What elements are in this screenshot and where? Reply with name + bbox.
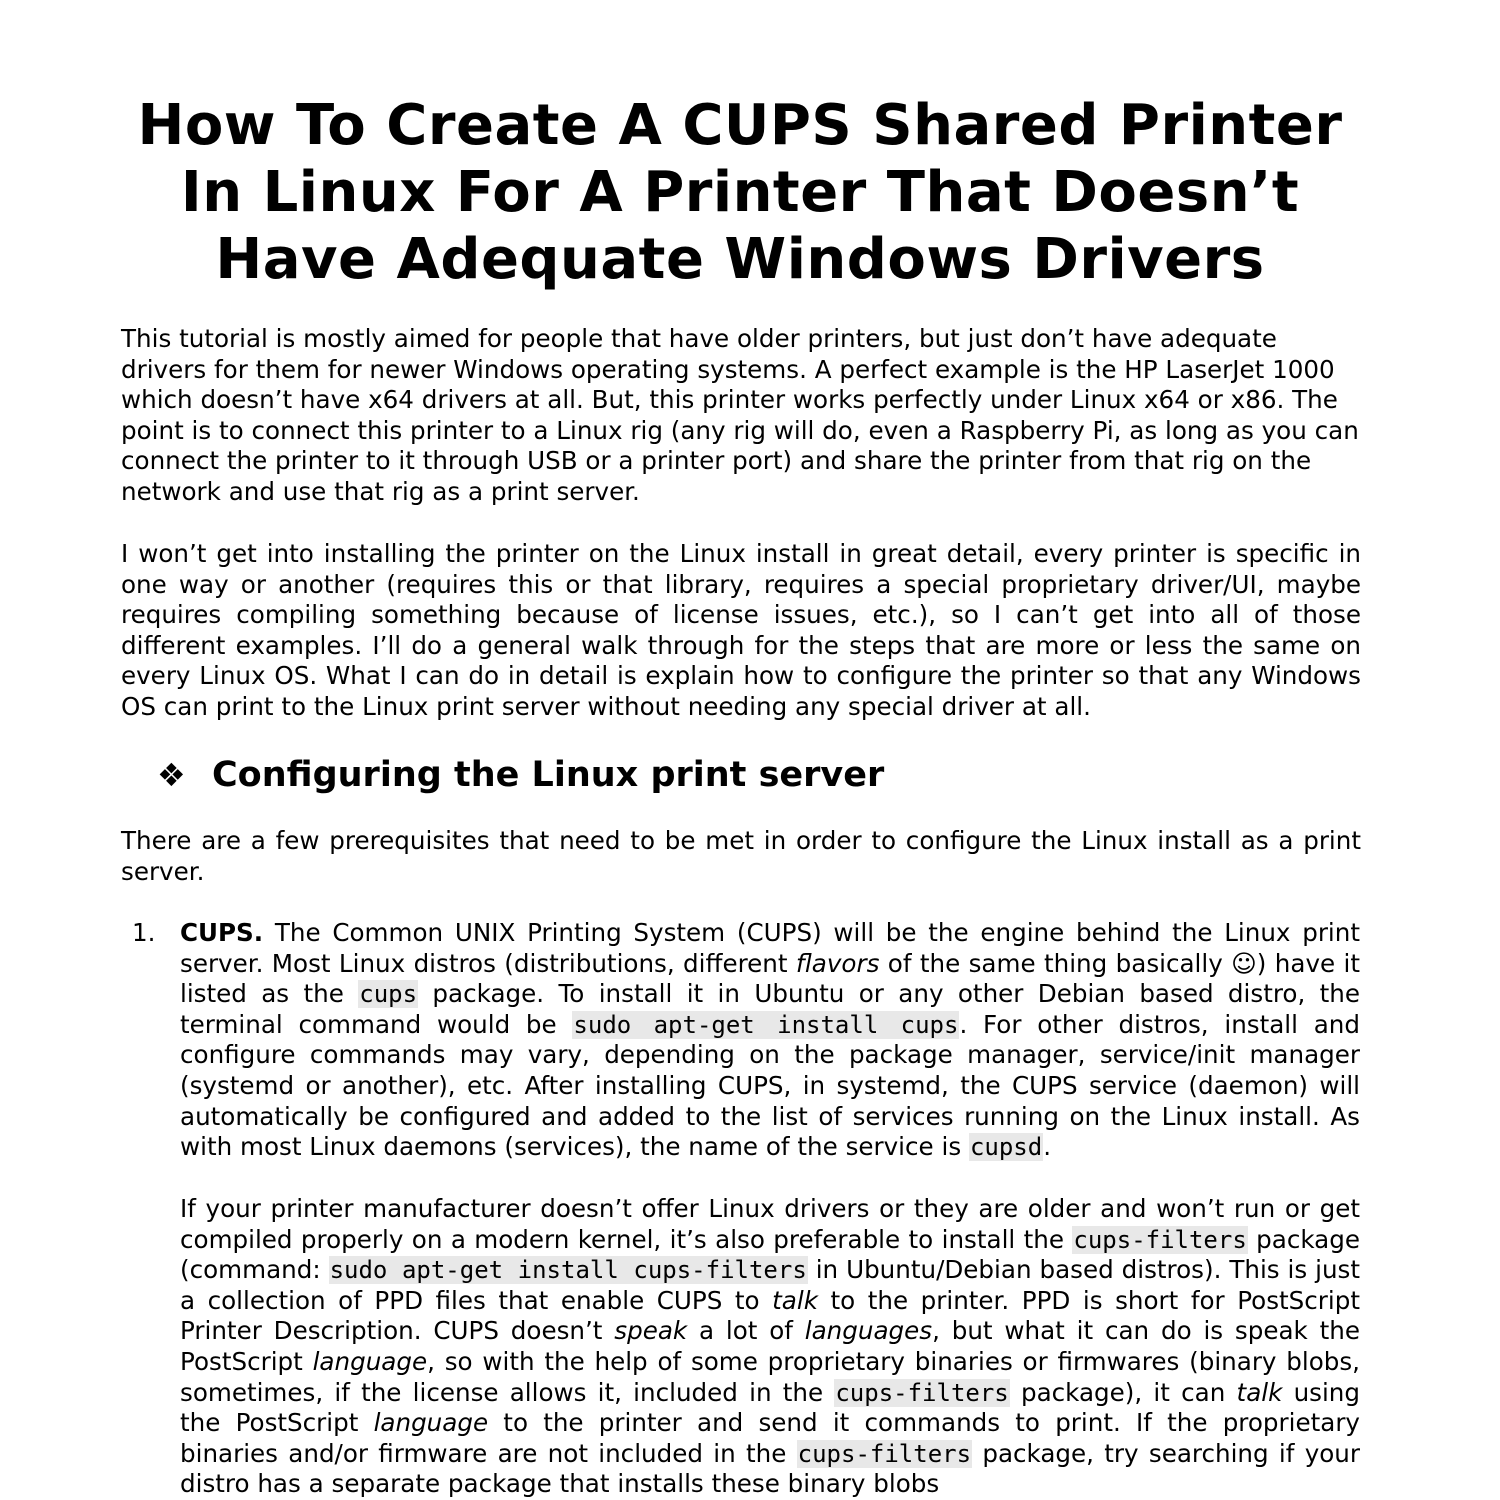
document-title: How To Create A CUPS Shared Printer In Linux For A Printer That Doesn’t Have Adequate Windows Drivers [137,93,1343,292]
text-run: package, try searching if your distro has a separate package that installs these binary blobs [180,1438,1361,1499]
list-item-cups-filters [180,1194,1360,1500]
list-number: 1. [132,918,156,947]
inline-code: sudo apt-get install cups-filters [329,1256,807,1285]
text-run: to the printer and send it commands to print. If the proprietary binaries and/or firmware are not included in the [180,1408,1360,1468]
emphasis: talk [772,1285,818,1315]
inline-code: cups-filters [1073,1225,1247,1254]
section-heading-text: Configuring the Linux print server [212,755,885,795]
section-heading [157,753,884,797]
text-run: a lot of [687,1316,805,1346]
intro-paragraph-2: I won’t get into installing the printer on the Linux install in great detail, every printer is specific in one way or another (requires this or that library, requires a special proprietary driver/UI, maybe requires compiling something because of license issues, etc.), so I can’t get into all of those different examples. I’ll do a general walk through for the steps that are more or less the same on every Linux OS. What I can do in detail is explain how to configure the printer so that any Windows OS can print to the Linux print server without needing any special driver at all. [121,539,1361,721]
inline-code: cups-filters [797,1439,972,1468]
intro-paragraph-1: This tutorial is mostly aimed for people that have older printers, but just don’t have adequate drivers for them for newer Windows operating systems. A perfect example is the HP LaserJet 1000 which doesn’t have x64 drivers at all. But, this printer works perfectly under Linux x64 or x86. The point is to connect this printer to a Linux rig (any rig will do, even a Raspberry Pi, as long as you can connect the printer to it through USB or a printer port) and share the printer from that rig on the network and use that rig as a print server. [121,324,1359,506]
list-item-label: CUPS. [180,918,264,947]
text-run: in Ubuntu/Debian based distros). This is just a collection of PPD files that enable CUPS to [180,1255,1360,1315]
inline-code: cupsd [969,1133,1043,1162]
list-item-cups [180,918,1360,1163]
text-run: . For other distros, install and configure commands may vary, depending on the package manager, service/init manager (systemd or another), etc. After installing CUPS, in systemd, the CUPS service (daemon) will automatically be configured and added to the list of services running on the Linux install. As with most Linux daemons (services), the name of the service is [180,1009,1360,1162]
emphasis: languages [804,1316,933,1346]
emphasis: language [373,1408,489,1438]
emphasis: speak [614,1316,688,1346]
text-run: package), it can [1009,1377,1237,1407]
text-run: of the same thing basically ☺) have it listed as the [180,948,1360,1009]
text-run: , but what it can do is speak the PostScript [180,1316,1360,1376]
text-run: If your printer manufacturer doesn’t offer Linux drivers or they are older and won’t run or get compiled properly on a modern kernel, it’s also preferable to install the [180,1194,1360,1254]
text-run: . [1043,1132,1052,1162]
inline-code: sudo apt-get install cups [573,1010,959,1039]
text-run: to the printer. PPD is short for PostScript Printer Description. CUPS doesn’t [180,1285,1360,1346]
inline-code: cups [359,980,418,1009]
emphasis: flavors [795,948,880,978]
text-run: The Common UNIX Printing System (CUPS) will be the engine behind the Linux print server. Most Linux distros (distributions, different [180,918,1360,978]
text-run: using the PostScript [180,1377,1360,1438]
text-run: package. To install it in Ubuntu or any other Debian based distro, the terminal command would be [180,979,1361,1039]
inline-code: cups-filters [835,1378,1009,1407]
emphasis: talk [1236,1377,1283,1407]
emphasis: language [312,1346,428,1376]
section-paragraph-1: There are a few prerequisites that need to be met in order to configure the Linux install as a print server. [121,826,1361,886]
text-run: package (command: [180,1224,1361,1285]
diamond-bullet-icon: ❖ [157,756,186,794]
text-run: , so with the help of some proprietary binaries or firmwares (binary blobs, sometimes, if the license allows it, included in the [180,1346,1361,1407]
